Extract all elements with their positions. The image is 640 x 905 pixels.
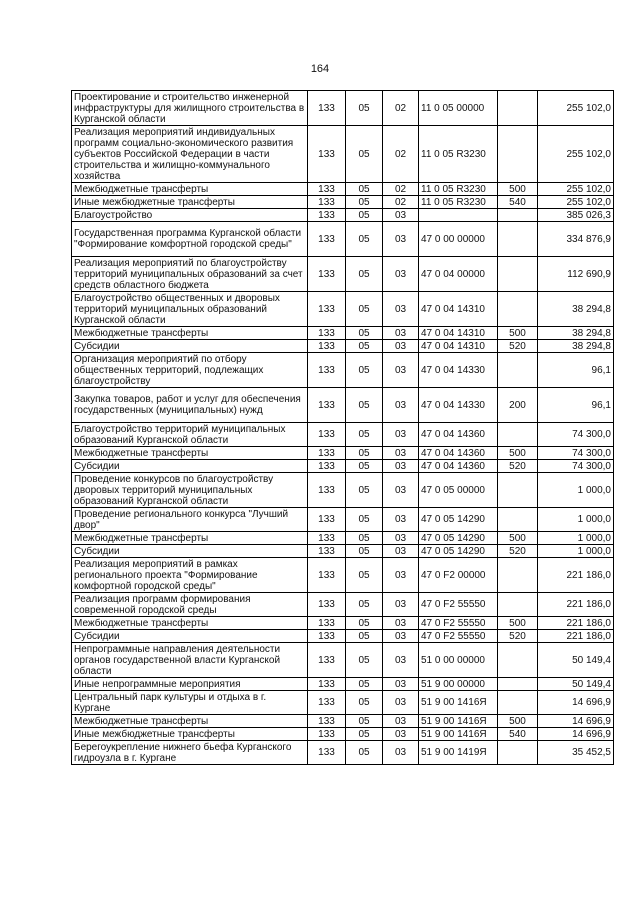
row-pr: 03 [383, 257, 419, 292]
table-row [72, 715, 614, 728]
row-pr: 03 [383, 558, 419, 593]
table-row [72, 196, 614, 209]
row-csr: 47 0 05 14290 [419, 532, 498, 545]
row-rz: 05 [346, 617, 383, 630]
row-ved: 133 [308, 715, 346, 728]
row-csr: 47 0 04 14360 [419, 460, 498, 473]
row-sum: 221 186,0 [538, 630, 614, 643]
row-vr: 540 [498, 196, 538, 209]
row-sum: 74 300,0 [538, 447, 614, 460]
row-csr: 47 0 F2 55550 [419, 630, 498, 643]
row-vr: 500 [498, 447, 538, 460]
row-vr: 500 [498, 617, 538, 630]
row-csr: 47 0 04 14330 [419, 388, 498, 423]
row-rz: 05 [346, 508, 383, 532]
row-ved: 133 [308, 545, 346, 558]
row-ved: 133 [308, 691, 346, 715]
row-rz: 05 [346, 741, 383, 765]
row-vr: 520 [498, 545, 538, 558]
row-ved: 133 [308, 741, 346, 765]
row-csr: 51 9 00 1416Я [419, 691, 498, 715]
table-row [72, 617, 614, 630]
table-row [72, 340, 614, 353]
row-name: Берегоукрепление нижнего бьефа Курганского гидроузла в г. Кургане [72, 741, 308, 765]
row-sum: 50 149,4 [538, 678, 614, 691]
row-csr: 51 9 00 1416Я [419, 728, 498, 741]
row-pr: 03 [383, 643, 419, 678]
row-rz: 05 [346, 593, 383, 617]
row-ved: 133 [308, 617, 346, 630]
row-vr [498, 678, 538, 691]
row-rz: 05 [346, 558, 383, 593]
row-vr: 520 [498, 340, 538, 353]
row-vr: 500 [498, 532, 538, 545]
row-name: Непрограммные направления деятельности органов государственной власти Курганской области [72, 643, 308, 678]
row-pr: 03 [383, 741, 419, 765]
row-name: Иные непрограммные мероприятия [72, 678, 308, 691]
row-vr [498, 508, 538, 532]
row-ved: 133 [308, 558, 346, 593]
row-pr: 02 [383, 196, 419, 209]
row-csr: 51 9 00 1416Я [419, 715, 498, 728]
row-vr: 500 [498, 715, 538, 728]
row-rz: 05 [346, 728, 383, 741]
row-vr [498, 91, 538, 126]
row-name: Иные межбюджетные трансферты [72, 728, 308, 741]
row-rz: 05 [346, 353, 383, 388]
row-rz: 05 [346, 126, 383, 183]
table-row [72, 728, 614, 741]
row-rz: 05 [346, 340, 383, 353]
row-pr: 02 [383, 91, 419, 126]
row-ved: 133 [308, 593, 346, 617]
row-rz: 05 [346, 423, 383, 447]
row-csr: 47 0 F2 00000 [419, 558, 498, 593]
row-name: Субсидии [72, 630, 308, 643]
row-pr: 03 [383, 691, 419, 715]
table-row [72, 353, 614, 388]
row-csr: 47 0 04 14310 [419, 340, 498, 353]
row-pr: 03 [383, 222, 419, 257]
row-csr: 51 0 00 00000 [419, 643, 498, 678]
row-sum: 38 294,8 [538, 327, 614, 340]
row-csr: 47 0 04 14310 [419, 327, 498, 340]
table-row [72, 473, 614, 508]
row-csr: 11 0 05 R3230 [419, 183, 498, 196]
row-name: Реализация мероприятий индивидуальных программ социально-экономического развития субъектов Российской Федерации в части строительства и жилищно-коммунального хозяйства [72, 126, 308, 183]
row-name: Центральный парк культуры и отдыха в г. Кургане [72, 691, 308, 715]
row-pr: 03 [383, 292, 419, 327]
row-ved: 133 [308, 292, 346, 327]
table-row [72, 91, 614, 126]
table-row [72, 741, 614, 765]
row-ved: 133 [308, 91, 346, 126]
row-pr: 03 [383, 423, 419, 447]
table-row [72, 327, 614, 340]
row-name: Межбюджетные трансферты [72, 532, 308, 545]
row-sum: 35 452,5 [538, 741, 614, 765]
row-csr: 47 0 F2 55550 [419, 593, 498, 617]
row-vr [498, 558, 538, 593]
row-name: Организация мероприятий по отбору общественных территорий, подлежащих благоустройству [72, 353, 308, 388]
page-number: 164 [310, 63, 330, 75]
row-vr [498, 292, 538, 327]
row-ved: 133 [308, 447, 346, 460]
row-rz: 05 [346, 292, 383, 327]
row-csr: 47 0 05 14290 [419, 508, 498, 532]
row-pr: 03 [383, 630, 419, 643]
row-ved: 133 [308, 209, 346, 222]
row-ved: 133 [308, 340, 346, 353]
table-row [72, 460, 614, 473]
row-sum: 96,1 [538, 388, 614, 423]
budget-table [71, 90, 614, 765]
row-vr: 520 [498, 460, 538, 473]
table-row [72, 257, 614, 292]
row-name: Субсидии [72, 460, 308, 473]
row-sum: 334 876,9 [538, 222, 614, 257]
row-name: Проведение конкурсов по благоустройству дворовых территорий муниципальных образований Курганской области [72, 473, 308, 508]
row-ved: 133 [308, 473, 346, 508]
row-name: Межбюджетные трансферты [72, 327, 308, 340]
row-rz: 05 [346, 473, 383, 508]
row-rz: 05 [346, 91, 383, 126]
row-ved: 133 [308, 532, 346, 545]
row-ved: 133 [308, 257, 346, 292]
row-csr: 47 0 F2 55550 [419, 617, 498, 630]
row-rz: 05 [346, 715, 383, 728]
row-csr: 51 9 00 00000 [419, 678, 498, 691]
row-name: Иные межбюджетные трансферты [72, 196, 308, 209]
row-rz: 05 [346, 183, 383, 196]
row-ved: 133 [308, 126, 346, 183]
row-name: Субсидии [72, 340, 308, 353]
row-sum: 38 294,8 [538, 340, 614, 353]
row-ved: 133 [308, 327, 346, 340]
row-rz: 05 [346, 678, 383, 691]
row-name: Благоустройство общественных и дворовых территорий муниципальных образований Курганской области [72, 292, 308, 327]
row-ved: 133 [308, 183, 346, 196]
row-rz: 05 [346, 643, 383, 678]
row-csr: 47 0 04 14310 [419, 292, 498, 327]
table-row [72, 691, 614, 715]
table-row [72, 222, 614, 257]
row-name: Проектирование и строительство инженерной инфраструктуры для жилищного строительства в Курганской области [72, 91, 308, 126]
row-vr: 200 [498, 388, 538, 423]
row-csr: 47 0 05 00000 [419, 473, 498, 508]
row-pr: 03 [383, 209, 419, 222]
row-ved: 133 [308, 728, 346, 741]
row-name: Реализация мероприятий в рамках регионального проекта "Формирование комфортной городской среды" [72, 558, 308, 593]
row-vr: 500 [498, 183, 538, 196]
table-row [72, 558, 614, 593]
row-sum: 221 186,0 [538, 593, 614, 617]
row-vr [498, 473, 538, 508]
table-row [72, 508, 614, 532]
row-csr: 47 0 04 00000 [419, 257, 498, 292]
row-vr [498, 593, 538, 617]
row-vr [498, 222, 538, 257]
row-sum: 14 696,9 [538, 715, 614, 728]
row-rz: 05 [346, 388, 383, 423]
table-row [72, 545, 614, 558]
row-ved: 133 [308, 643, 346, 678]
row-pr: 03 [383, 545, 419, 558]
row-csr: 51 9 00 1419Я [419, 741, 498, 765]
row-vr [498, 423, 538, 447]
row-pr: 03 [383, 593, 419, 617]
row-pr: 02 [383, 183, 419, 196]
row-vr [498, 209, 538, 222]
row-pr: 03 [383, 678, 419, 691]
table-row [72, 447, 614, 460]
row-pr: 03 [383, 473, 419, 508]
table-row [72, 630, 614, 643]
row-sum: 1 000,0 [538, 473, 614, 508]
row-ved: 133 [308, 388, 346, 423]
row-pr: 03 [383, 617, 419, 630]
row-pr: 03 [383, 728, 419, 741]
row-pr: 02 [383, 126, 419, 183]
row-pr: 03 [383, 327, 419, 340]
row-sum: 112 690,9 [538, 257, 614, 292]
table-row [72, 183, 614, 196]
table-row [72, 388, 614, 423]
row-sum: 14 696,9 [538, 691, 614, 715]
row-name: Межбюджетные трансферты [72, 183, 308, 196]
row-sum: 1 000,0 [538, 532, 614, 545]
row-vr: 500 [498, 327, 538, 340]
row-sum: 255 102,0 [538, 196, 614, 209]
row-sum: 74 300,0 [538, 460, 614, 473]
row-vr [498, 643, 538, 678]
row-name: Реализация мероприятий по благоустройству территорий муниципальных образований за счет средств областного бюджета [72, 257, 308, 292]
row-pr: 03 [383, 460, 419, 473]
table-row [72, 423, 614, 447]
row-ved: 133 [308, 222, 346, 257]
row-csr: 47 0 00 00000 [419, 222, 498, 257]
row-ved: 133 [308, 423, 346, 447]
row-name: Межбюджетные трансферты [72, 617, 308, 630]
row-pr: 03 [383, 388, 419, 423]
row-sum: 221 186,0 [538, 617, 614, 630]
table-row [72, 292, 614, 327]
row-ved: 133 [308, 460, 346, 473]
row-vr: 540 [498, 728, 538, 741]
row-sum: 385 026,3 [538, 209, 614, 222]
row-name: Государственная программа Курганской области "Формирование комфортной городской среды" [72, 222, 308, 257]
row-rz: 05 [346, 460, 383, 473]
row-vr: 520 [498, 630, 538, 643]
row-pr: 03 [383, 508, 419, 532]
row-sum: 50 149,4 [538, 643, 614, 678]
row-csr: 47 0 04 14360 [419, 423, 498, 447]
row-pr: 03 [383, 532, 419, 545]
row-pr: 03 [383, 340, 419, 353]
row-vr [498, 126, 538, 183]
row-csr: 47 0 04 14360 [419, 447, 498, 460]
row-name: Реализация программ формирования современной городской среды [72, 593, 308, 617]
row-sum: 255 102,0 [538, 183, 614, 196]
row-pr: 03 [383, 353, 419, 388]
row-rz: 05 [346, 691, 383, 715]
row-rz: 05 [346, 532, 383, 545]
table-row [72, 209, 614, 222]
row-vr [498, 353, 538, 388]
row-name: Межбюджетные трансферты [72, 447, 308, 460]
row-csr: 11 0 05 R3230 [419, 196, 498, 209]
row-ved: 133 [308, 353, 346, 388]
row-rz: 05 [346, 196, 383, 209]
row-vr [498, 691, 538, 715]
row-csr: 11 0 05 R3230 [419, 126, 498, 183]
row-pr: 03 [383, 715, 419, 728]
row-csr [419, 209, 498, 222]
row-ved: 133 [308, 678, 346, 691]
row-name: Межбюджетные трансферты [72, 715, 308, 728]
row-csr: 47 0 05 14290 [419, 545, 498, 558]
row-vr [498, 741, 538, 765]
row-rz: 05 [346, 545, 383, 558]
row-name: Проведение регионального конкурса "Лучший двор" [72, 508, 308, 532]
row-rz: 05 [346, 630, 383, 643]
row-sum: 74 300,0 [538, 423, 614, 447]
row-rz: 05 [346, 447, 383, 460]
row-csr: 47 0 04 14330 [419, 353, 498, 388]
row-rz: 05 [346, 257, 383, 292]
table-row [72, 593, 614, 617]
table-row [72, 126, 614, 183]
table-row [72, 643, 614, 678]
row-sum: 14 696,9 [538, 728, 614, 741]
table-row [72, 678, 614, 691]
row-sum: 38 294,8 [538, 292, 614, 327]
row-sum: 1 000,0 [538, 545, 614, 558]
row-name: Субсидии [72, 545, 308, 558]
row-sum: 1 000,0 [538, 508, 614, 532]
row-csr: 11 0 05 00000 [419, 91, 498, 126]
row-vr [498, 257, 538, 292]
row-ved: 133 [308, 196, 346, 209]
row-sum: 96,1 [538, 353, 614, 388]
table-row [72, 532, 614, 545]
row-rz: 05 [346, 327, 383, 340]
row-name: Закупка товаров, работ и услуг для обеспечения государственных (муниципальных) нужд [72, 388, 308, 423]
row-ved: 133 [308, 508, 346, 532]
row-sum: 221 186,0 [538, 558, 614, 593]
row-sum: 255 102,0 [538, 91, 614, 126]
row-rz: 05 [346, 209, 383, 222]
row-pr: 03 [383, 447, 419, 460]
row-rz: 05 [346, 222, 383, 257]
row-ved: 133 [308, 630, 346, 643]
row-name: Благоустройство территорий муниципальных образований Курганской области [72, 423, 308, 447]
row-sum: 255 102,0 [538, 126, 614, 183]
row-name: Благоустройство [72, 209, 308, 222]
